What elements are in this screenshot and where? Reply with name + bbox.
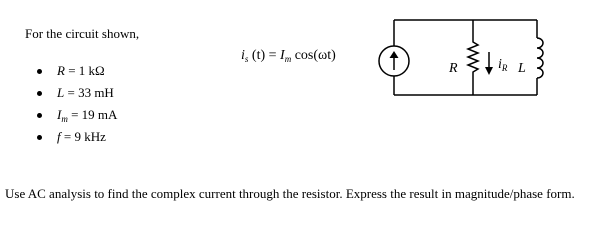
parameter-frequency: f = 9 kHz — [37, 126, 117, 148]
current-arrow-head — [485, 67, 493, 75]
current-label: $i_R$ — [498, 57, 508, 73]
question-text: Use AC analysis to find the complex current through the resistor. Express the result in magnitude/phase form. — [5, 186, 575, 201]
inductor-icon — [537, 38, 543, 78]
problem-intro: For the circuit shown, — [25, 26, 140, 41]
parameter-inductance: L = 33 mH — [37, 82, 117, 104]
resistor-icon — [468, 20, 478, 95]
source-arrow-head — [390, 51, 399, 58]
parameter-amplitude: $I_m = 19$ mA — [37, 104, 117, 126]
source-equation: $i_s$ $(t) = I_m$ cos(ωt) — [241, 48, 336, 64]
inductor-label: L — [518, 61, 526, 76]
resistor-label: R — [449, 61, 458, 76]
parameter-resistance: R = 1 kΩ — [37, 60, 117, 82]
